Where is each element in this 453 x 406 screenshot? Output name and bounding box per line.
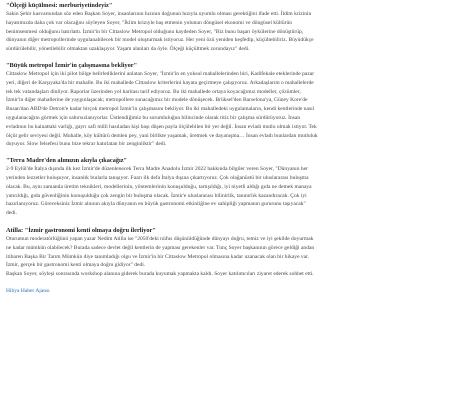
paragraph-line: İzmir'in diğer mahallerine de yaygınlaşacak; metropollere sunacağımız bir modele dönüşecek. Brüksel'den Barselona'ya, Güney Kore'de bbox=[6, 97, 308, 104]
section-paragraph bbox=[6, 235, 447, 279]
section-olcegi-kucultmek bbox=[6, 2, 447, 54]
paragraph-line: Oturumun moderatörlüğünü yapan yazar Nedim Atilla ise "2050'deki nüfus düşünüldüğünde dünyayı doğru, temiz ve iyi şekilde doyurmak bbox=[6, 235, 314, 242]
paragraph-line: benimsenmesi olduğunu hatırlattı. İzmir'in bir Cittaslow Metropol olduğunu kaydeden Soyer, "Biz bunu başarı öykülerine dönüştürüp, bbox=[6, 28, 304, 35]
paragraph-line: dedi. bbox=[6, 210, 17, 217]
paragraph-line: hazırlanıyoruz. Göreceksiniz İzmir alnının akıyla dünyanın en büyük gastronomi etkinliğine ev sahipliği yapmanın gururunu taşıyacak" bbox=[6, 201, 306, 208]
spacer bbox=[6, 149, 447, 157]
section-heading: "Büyük metropol İzmir'in çalışmasına bekliyor" bbox=[6, 61, 138, 69]
paragraph-line: yerinden lezzetler buluşuyor, insanlık buılarla tanışıyor. Fuarı ilk defa İtalya dışına çıkartıyoruz. Çok olağanüstü bir uluslararası buluşma bbox=[6, 174, 309, 181]
paragraph-line: sürdürülebilir, yönetilebilir olmaktan uzaklaşıyor. Yaşam alanları da öyle. Ölçeği küçültmek zorundayız" dedi. bbox=[6, 46, 250, 53]
section-heading: "Terra Madre'den alımızın akıyla çıkacağız" bbox=[6, 157, 128, 165]
paragraph-line: yeri, diğeri de Karşıyaka'da bir mahalle. Bu iki mahallede Cittaslow kriterlerini hayata geçirmeye çalışıyoruz. Arkadaşlarım o mahallelerde bbox=[6, 79, 314, 86]
paragraph-line: yatırıldığı, gıda güvenliğinin konuşulduğu çok zengin bir buluşma olacak. İzmir'e uluslararası bilinirlik, tanınırlık kazandıracak. Çok iyi bbox=[6, 192, 307, 199]
paragraph-line: Busan'dan ABD'de Detroit'e kadar birçok metropol İzmir'in çalışmasını bekliyor. Bu iki mahalledeki uygulamaların, kendi kentlerinde nasıl bbox=[6, 106, 315, 113]
paragraph-line: Başkan Soyer, söyleşi sonrasında workshop alanına giderek burada kuyumak yapmakta kaldı. Soyer katılımcıları ziyaret ederek sohbet etti. bbox=[6, 271, 314, 278]
source-link[interactable]: Hibya Haber Ajansı bbox=[6, 287, 50, 294]
spacer bbox=[6, 218, 447, 227]
section-heading: Atilla: "İzmir gastronomi kenti olmaya doğru ilerliyor" bbox=[6, 226, 156, 234]
section-heading: "Ölçeği küçülmesi: merburiyetindeyiz" bbox=[6, 2, 113, 9]
section-paragraph bbox=[6, 10, 447, 54]
paragraph-line: İzmir, gerçek bir gastronomi kenti olmaya doğru gidiyor" dedi. bbox=[6, 262, 146, 269]
section-paragraph bbox=[6, 165, 447, 218]
paragraph-line: duyuyor. Slow felsefesi bunu bize tekrar hatırlatan bir zenginliktir" dedi. bbox=[6, 141, 167, 148]
paragraph-line: olacak. Bu, aynı zamanda üretim teknikleri, modellerinin, yöntemlerinin konuşulduğu, tartışıldığı, iyi niyetli aldığı gıda ne demek manaya bbox=[6, 183, 312, 190]
paragraph-line: hayatımızda daha çok var olacağını söyleyen Soyer, "İklim krizıyle baş etmenin yolunun döngüsel ekonomi ve döngüsel kültürün bbox=[6, 19, 292, 26]
paragraph-line: itibaren Başka Bir Tarım Mümkün diye tanımladığı olgu ve İzmir'in bir Cittaslow Metropol olmasına kadar uzanacak olan bir hikaye var. bbox=[6, 253, 310, 260]
section-gastronomi-kenti bbox=[6, 227, 447, 279]
section-buyuk-metropol bbox=[6, 62, 447, 149]
paragraph-line: evladının bu kainattaki varlığı, gayrı safi milli hasıladan kişi başı düşen payla ölçülebilen bir yer değil. İnsan evladı mutlu olmak istiyor. Tek bbox=[6, 123, 317, 130]
paragraph-line: Sakin Şehir kasvarnından söz eden Başkan Soyer, insanlarının hızının doğunun hızıyla uyumlu olması gerektiğini ifade etti. İldim krizinin bbox=[6, 11, 312, 17]
paragraph-line: uygulanacağını görmek için sabırsızlanıyorlar. Üstlendiğimiz bu sorumluluğun bilincinde olarak titiz bir çalışma sürdürüyoruz. İnsan bbox=[6, 114, 301, 121]
paragraph-line: tek tek vatandaşları dinliyor. Raporlar üzerinden yol haritası tarif ediyoruz. Bu iki mahallede ortaya koyacağımız modeller, çözümler, bbox=[6, 88, 301, 95]
paragraph-line: dünyanın diğer metropollerinde uygulanabilecek bir model oluşturmak istiyoruz. Her yeni özü yeniden keşfedip, küçültebiliriz. Büyüdükçe bbox=[6, 37, 314, 44]
section-terra-madre bbox=[6, 157, 447, 218]
paragraph-line: ne kadar mümkün olabilecek? Burada sadece devlet değil kentlerin de yapması gerekenler var. Tunç Soyer başkanının görece geldiği andan bbox=[6, 244, 315, 251]
paragraph-line: 2-9 Eylül'de İtalya dışında ilk kez İzmir'de düzenlenecek Terra Madre Anadolu İzmir 2022 hakkında bilgiler veren Soyer, "Dünyanın her bbox=[6, 166, 308, 173]
paragraph-line: ölçüt gelir seviyesi değil. Muhalle, köy kültürü demlen pey, yani birlikte yaşamak, üretmek ve dayanışma… İnsan evladı bunlardan mutluluk bbox=[6, 132, 318, 139]
spacer bbox=[6, 54, 447, 62]
section-paragraph bbox=[6, 70, 447, 149]
paragraph-line: Cittaslow Metropol için iki pilot bölge belirlediklerini anlatan Soyer, "İzmir'in en yoksul mahallelerinden biri, Kadifekale eteklerinde pazar bbox=[6, 70, 315, 77]
